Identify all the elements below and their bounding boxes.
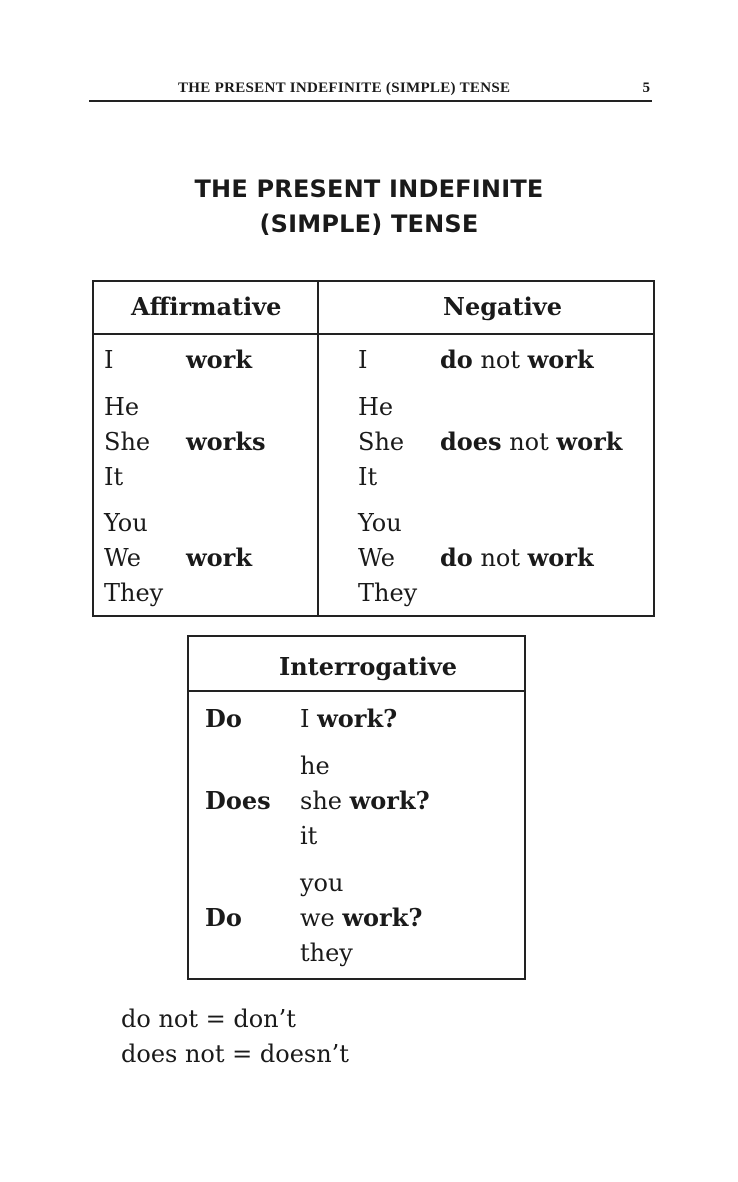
int-phrase-2: [300, 787, 430, 815]
int-verb-3: work?: [342, 903, 423, 932]
table1-column-divider: [317, 280, 319, 617]
neg-verb-ywt: work: [527, 543, 594, 572]
int-pronoun-you: you: [300, 869, 344, 897]
int-aux-do-3: Do: [205, 903, 242, 932]
neg-pronoun-you: You: [358, 509, 402, 537]
aff-pronoun-they: They: [104, 579, 164, 607]
aff-pronoun-she: She: [104, 428, 151, 456]
int-pronoun-it: it: [300, 822, 318, 850]
neg-pronoun-it: It: [358, 463, 378, 491]
int-pronoun-she: she: [300, 787, 342, 815]
table2-header-rule: [187, 690, 526, 692]
int-phrase-1: [300, 705, 397, 733]
neg-pronoun-they: They: [358, 579, 418, 607]
int-pronoun-he: he: [300, 752, 330, 780]
table1-header-rule: [92, 333, 655, 335]
neg-phrase-ywt: [440, 544, 594, 572]
neg-pronoun-i: I: [358, 346, 368, 374]
running-head: [89, 78, 652, 102]
neg-phrase-hsi: [440, 428, 622, 456]
aff-pronoun-we: We: [104, 544, 141, 572]
int-verb-2: work?: [349, 786, 430, 815]
neg-not-ywt: not: [480, 544, 520, 572]
neg-verb-hsi: work: [556, 427, 623, 456]
aff-verb-i: work: [186, 345, 252, 374]
aff-pronoun-he: He: [104, 393, 140, 421]
aff-pronoun-i: I: [104, 346, 114, 374]
negative-header: Negative: [443, 292, 562, 321]
int-pronoun-we: we: [300, 904, 335, 932]
aff-verb-hsi: works: [186, 427, 266, 456]
neg-not-hsi: not: [509, 428, 549, 456]
neg-aux-ywt: do: [440, 543, 473, 572]
aff-pronoun-it: It: [104, 463, 124, 491]
neg-pronoun-we: We: [358, 544, 395, 572]
neg-aux-hsi: does: [440, 427, 502, 456]
page-title-line-2: (SIMPLE) TENSE: [259, 210, 479, 238]
aff-verb-ywt: work: [186, 543, 252, 572]
page-title-line-1: THE PRESENT INDEFINITE: [194, 175, 544, 203]
int-pronoun-they: they: [300, 939, 353, 967]
page-number: 5: [642, 80, 650, 96]
neg-pronoun-he: He: [358, 393, 394, 421]
contraction-note-doesnt: does not = doesn’t: [121, 1040, 349, 1068]
interrogative-header: Interrogative: [279, 652, 458, 681]
int-verb-1: work?: [317, 704, 398, 733]
neg-not-i: not: [480, 346, 520, 374]
neg-verb-i: work: [527, 345, 594, 374]
int-phrase-3: [300, 904, 422, 932]
neg-phrase-i: [440, 346, 594, 374]
int-pronoun-i: I: [300, 705, 310, 733]
neg-pronoun-she: She: [358, 428, 405, 456]
contraction-note-dont: do not = don’t: [121, 1005, 296, 1033]
running-title: THE PRESENT INDEFINITE (SIMPLE) TENSE: [178, 80, 511, 96]
int-aux-do-1: Do: [205, 704, 242, 733]
affirmative-header: Affirmative: [131, 292, 282, 321]
int-aux-does: Does: [205, 786, 271, 815]
neg-aux-i: do: [440, 345, 473, 374]
aff-pronoun-you: You: [104, 509, 148, 537]
